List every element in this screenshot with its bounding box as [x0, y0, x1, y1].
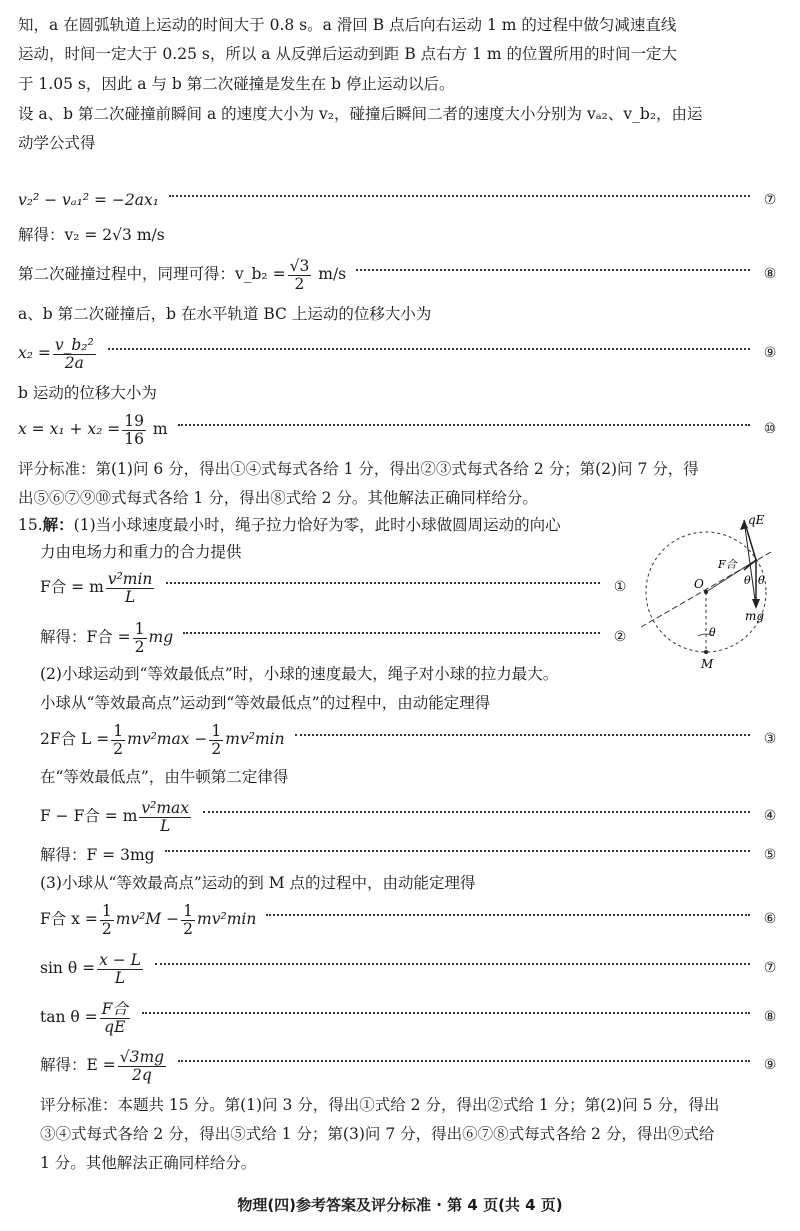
label-theta-3: θ [709, 626, 716, 639]
equation-3: 2F合 L = $\frac{1}{2}$ mv²max − $\frac{1}{2}$ mv²min ③ [40, 721, 777, 758]
equation-10: x = x₁ + x₂ = $\frac{19}{16}$ m ⑩ [18, 411, 777, 448]
equation-9: x₂ = $\frac{\text{v\_b₂²}}{2a}$ ⑨ [18, 335, 777, 372]
text-line: 设 a、b 第二次碰撞前瞬间 a 的速度大小为 v₂，碰撞后瞬间二者的速度大小分别为 vₐ₂、v_b₂，由运 [18, 105, 703, 123]
text-line: a、b 第二次碰撞后，b 在水平轨道 BC 上运动的位移大小为 [18, 305, 432, 323]
equation-7: v₂² − vₐ₁² = −2ax₁ ⑦ [18, 191, 777, 209]
label-theta: θ [744, 574, 751, 587]
label-qE: qE [748, 513, 765, 527]
scoring-text: 1 分。其他解法正确同样给分。 [40, 1154, 257, 1172]
equation-9b: 解得：E = $\frac{√3mg}{2q}$ ⑨ [40, 1047, 777, 1084]
equation-5: 解得：F = 3mg ⑤ [40, 846, 777, 864]
center-point [704, 590, 708, 594]
equation-8: 第二次碰撞过程中，同理可得：v_b₂ = $\frac{√3}{2}$ m/s ⑧ [18, 256, 777, 293]
page-footer: 物理(四)参考答案及评分标准 · 第 4 页(共 4 页) [237, 1196, 563, 1214]
text-line: 小球从“等效最高点”运动到“等效最低点”的过程中，由动能定理得 [40, 694, 491, 712]
text-line: 知，a 在圆弧轨道上运动的时间大于 0.8 s。a 滑回 B 点后向右运动 1 m 的过程中做匀减速直线 [18, 16, 677, 34]
text-line: b 运动的位移大小为 [18, 384, 157, 402]
label-F: F合 [718, 558, 737, 571]
equation-4: F − F合 = m v²max L ④ [40, 798, 777, 835]
text-line: 在“等效最低点”，由牛顿第二定律得 [40, 768, 289, 786]
text-line: 动学公式得 [18, 134, 96, 152]
force-diagram [636, 512, 786, 672]
solution-v2: 解得：v₂ = 2√3 m/s [18, 226, 165, 244]
label-mg: mg [745, 609, 765, 623]
scoring-text: 出⑤⑥⑦⑨⑩式每式各给 1 分，得出⑧式给 2 分。其他解法正确同样给分。 [18, 489, 538, 507]
text-line: 运动，时间一定大于 0.25 s，所以 a 从反弹后运动到距 B 点右方 1 m 的位置所用的时间一定大 [18, 45, 678, 63]
text-line: (2)小球运动到“等效最低点”时，小球的速度最大，绳子对小球的拉力最大。 [40, 665, 559, 683]
label-theta-2: θ [758, 574, 765, 587]
scoring-text: 评分标准：第(1)问 6 分，得出①④式每式各给 1 分，得出②③式每式各给 2 分；第(2)问 7 分，得 [18, 460, 699, 478]
force-triangle-side [744, 520, 756, 607]
equation-7b: sin θ = $\frac{x - L}{L}$ ⑦ [40, 950, 777, 987]
text-line: 于 1.05 s，因此 a 与 b 第二次碰撞是发生在 b 停止运动以后。 [18, 75, 455, 93]
equation-6: F合 x = $\frac{1}{2}$ mv²M − $\frac{1}{2}$ mv²min ⑥ [40, 901, 777, 938]
text-line: 力由电场力和重力的合力提供 [40, 543, 242, 561]
equation-1: F合 = m v²min L ① [40, 569, 627, 606]
text-line: (3)小球从“等效最高点”运动的到 M 点的过程中，由动能定理得 [40, 874, 476, 892]
label-M: M [701, 657, 714, 671]
point-M [704, 650, 708, 654]
label-O: O [694, 577, 704, 591]
scoring-text: ③④式每式各给 2 分，得出⑤式给 1 分；第(3)问 7 分，得出⑥⑦⑧式每式各给 2 分，得出⑨式给 [40, 1125, 715, 1143]
question-15-line: 15.解：(1)当小球速度最小时，绳子拉力恰好为零，此时小球做圆周运动的向心 [18, 515, 561, 534]
equation-8b: tan θ = F合 qE ⑧ [40, 999, 777, 1036]
equation-2: 解得：F合 = $\frac{1}{2}$ mg ② [40, 619, 627, 656]
scoring-text: 评分标准：本题共 15 分。第(1)问 3 分，得出①式给 2 分，得出②式给 1 分；第(2)问 5 分，得出 [40, 1096, 720, 1114]
